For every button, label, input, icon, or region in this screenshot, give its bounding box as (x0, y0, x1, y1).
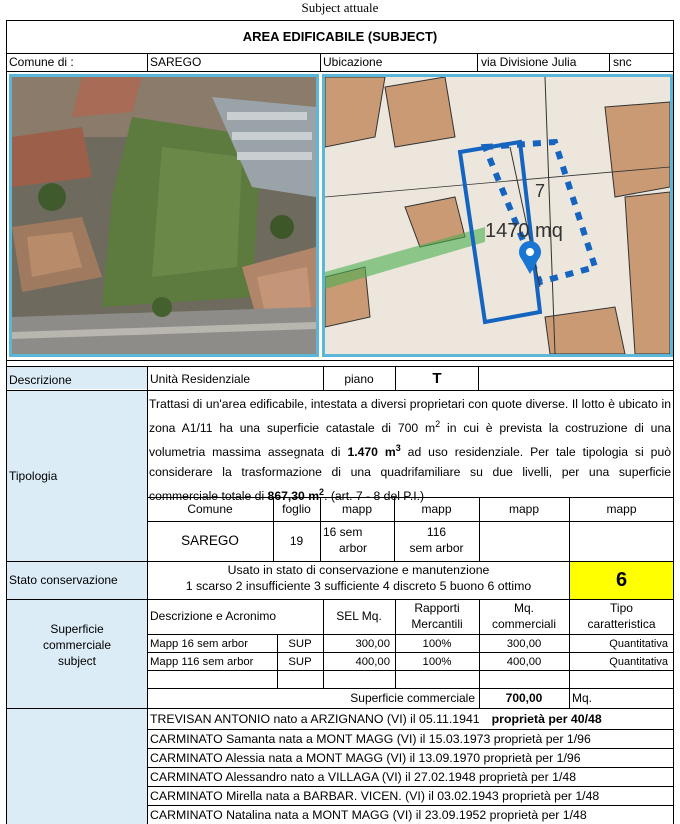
owner-1: TREVISAN ANTONIO nato a ARZIGNANO (VI) il 05.11.1941 proprietà per 40/48 (150, 712, 602, 726)
cadastre-mapp-16-qual: arbor (339, 541, 368, 555)
stato-label: Stato conservazione (9, 573, 118, 587)
cadastre-header-mapp-2: mapp (421, 502, 452, 516)
map-parcel-number: 7 (535, 181, 546, 201)
civico-value: snc (613, 55, 632, 69)
comune-value: SAREGO (150, 55, 202, 69)
comune-label: Comune di : (9, 55, 74, 69)
address-value: via Divisione Julia (481, 55, 577, 69)
sup-total-value: 700,00 (505, 691, 543, 705)
map-area-label: 1470 mq (485, 220, 563, 242)
stato-description-line-1: Usato in stato di conservazione e manutenzione (227, 563, 490, 577)
cadastre-mapp-116-qual: sem arbor (409, 541, 464, 555)
page-caption: Subject attuale (301, 0, 379, 15)
piano-label: piano (344, 372, 374, 386)
cadastre-header-mapp-3: mapp (508, 502, 540, 516)
tipologia-label: Tipologia (9, 469, 58, 483)
cadastre-header-comune: Comune (187, 502, 233, 516)
aerial-photo-image (12, 77, 316, 354)
descrizione-label: Descrizione (9, 373, 72, 387)
sup-row-2-ratio: 100% (422, 656, 452, 668)
owner-2: CARMINATO Samanta nata a MONT MAGG (VI) il 15.03.1973 proprietà per 1/96 (150, 732, 591, 746)
sup-row-2-desc: Mapp 116 sem arbor (150, 656, 254, 668)
superficie-label-line-2: commerciale (42, 638, 111, 652)
descrizione-value: Unità Residenziale (150, 372, 251, 386)
cadastral-map (322, 74, 673, 357)
sup-header-commerciali: commerciali (491, 617, 556, 631)
sup-header-mercantili: Mercantili (411, 617, 463, 631)
cadastre-header-mapp-4: mapp (606, 502, 637, 516)
sup-row-2-sel: 400,00 (355, 656, 390, 668)
owners-label-cell (7, 709, 147, 824)
sup-row-2-mq: 400,00 (506, 656, 542, 668)
owner-6: CARMINATO Natalina nata a MONT MAGG (VI) il 23.09.1952 proprietà per 1/48 (150, 808, 587, 822)
stato-score: 6 (570, 562, 673, 599)
cadastre-mapp-16: 16 sem (323, 525, 363, 539)
cadastre-comune: SAREGO (181, 533, 239, 548)
sup-header-rapporti: Rapporti (414, 601, 460, 615)
piano-value: T (432, 370, 442, 387)
cadastre-foglio: 19 (289, 534, 304, 548)
sup-total-label: Superficie commerciale (350, 691, 475, 705)
sup-header-caratteristica: caratteristica (587, 617, 656, 631)
sup-header-mq: Mq. (513, 601, 534, 615)
owner-4: CARMINATO Alessandro nato a VILLAGA (VI) il 27.02.1948 proprietà per 1/48 (150, 770, 577, 784)
subject-sheet (6, 20, 674, 824)
ubicazione-label: Ubicazione (323, 55, 383, 69)
owner-5: CARMINATO Mirella nata a BARBAR. VICEN. (VI) il 03.02.1943 proprietà per 1/48 (150, 789, 600, 803)
sup-row-1-desc: Mapp 16 sem arbor (150, 638, 248, 650)
cadastral-map-image (325, 77, 670, 354)
sup-row-1-sel: 300,00 (355, 638, 390, 650)
sup-row-1-code: SUP (288, 638, 312, 650)
cadastre-mapp-116: 116 (426, 525, 447, 539)
superficie-label-line-1: Superficie (50, 622, 104, 636)
sup-row-2-code: SUP (288, 656, 312, 668)
aerial-photo (9, 74, 319, 357)
owner-3: CARMINATO Alessia nata a MONT MAGG (VI) il 13.09.1970 proprietà per 1/96 (150, 751, 581, 765)
sup-row-1-ratio: 100% (422, 638, 452, 650)
sup-row-1-tipo: Quantitativa (609, 638, 668, 650)
sup-header-tipo: Tipo (610, 601, 633, 615)
cadastre-header-mapp-1: mapp (341, 502, 373, 516)
sup-row-2-tipo: Quantitativa (609, 656, 668, 668)
sheet-title: AREA EDIFICABILE (SUBJECT) (242, 29, 438, 44)
sup-row-1-mq: 300,00 (506, 638, 542, 650)
sup-total-unit: Mq. (572, 691, 593, 705)
tipologia-description: Trattasi di un'area edificabile, intestata a diversi proprietari con quote diverse. Il lotto è ubicato in zona A1/11 ha una superficie catastale di 700 $m^2$ in cui è prevista la costruzione di una volumetria massima assegnata di 1.470 $m^3$ ad uso residenziale. Per tale tipologia si può considerare la trasformazione di una quadrifamiliare su due livelli, per una superficie $^2$ (149, 397, 672, 498)
cadastre-header-foglio: foglio (282, 502, 311, 516)
sup-header-sel: SEL Mq. (336, 609, 382, 623)
stato-description-line-2: 1 scarso 2 insufficiente 3 sufficiente 4 discreto 5 buono 6 ottimo (185, 579, 532, 593)
superficie-label-line-3: subject (57, 654, 97, 668)
sup-header-descrizione: Descrizione e Acronimo (150, 609, 277, 623)
